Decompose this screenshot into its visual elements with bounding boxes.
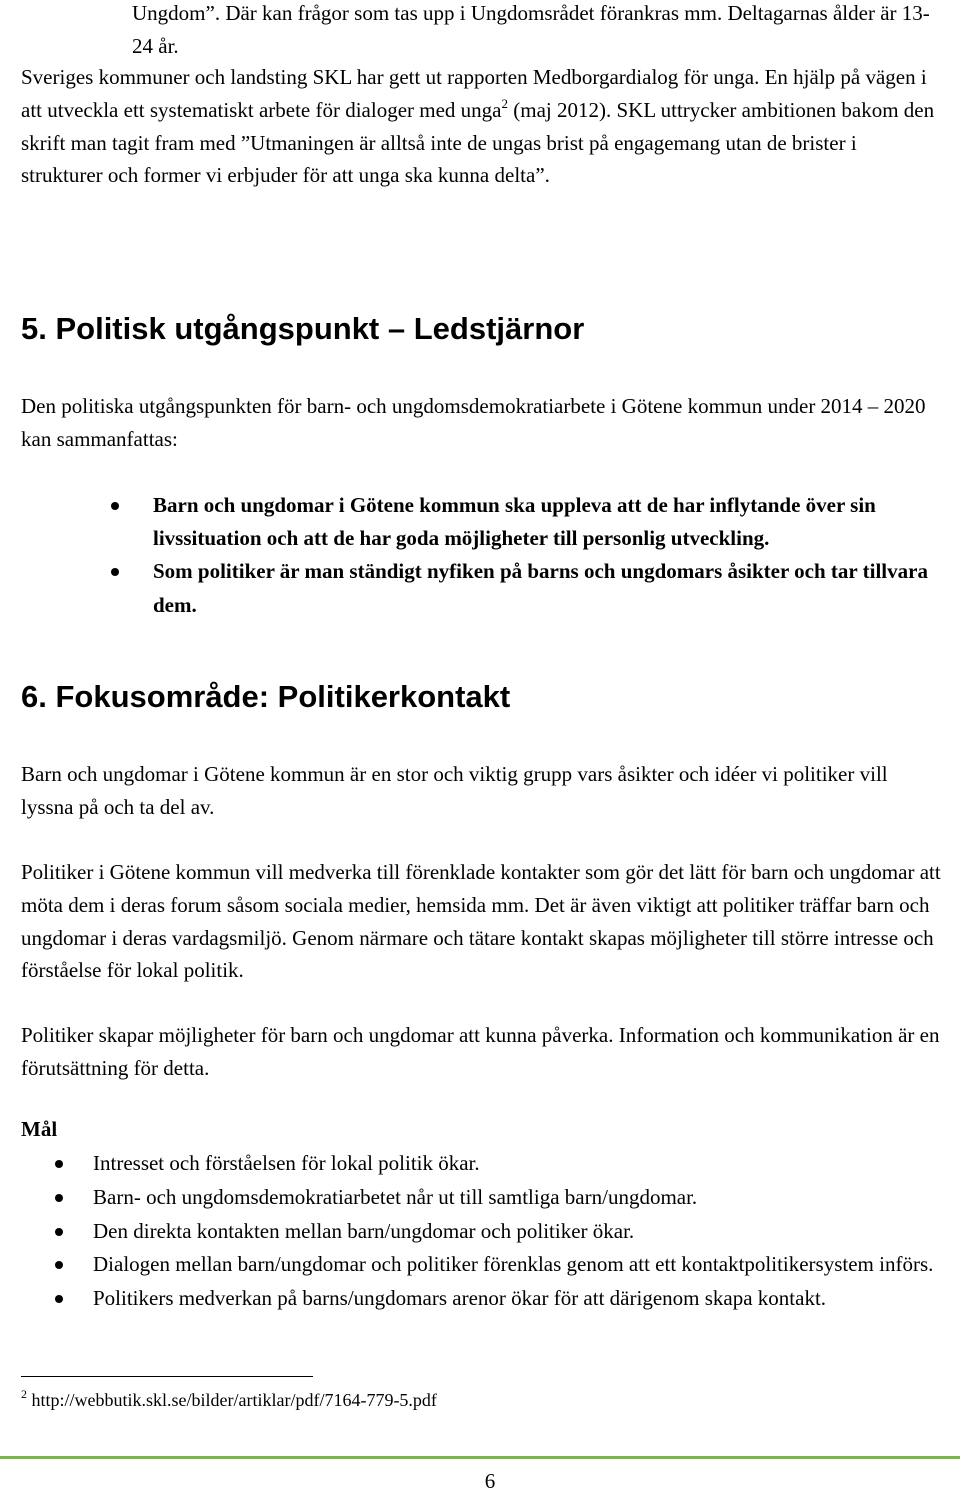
page-number: 6 [484, 1469, 496, 1493]
goals-list [93, 1147, 953, 1316]
section5-heading: 5. Politisk utgångspunkt – Ledstjärnor [21, 311, 585, 346]
footnote-link[interactable]: http://webbutik.skl.se/bilder/artiklar/pdf/7164-779-5.pdf [27, 1390, 437, 1410]
list-item: Barn och ungdomar i Götene kommun ska uppleva att de har inflytande över sin livssituation och att de har goda möjligheter till personlig utveckling. [153, 489, 953, 555]
bullet-icon [111, 568, 119, 576]
skl-paragraph-part1: Sveriges kommuner och landsting SKL har gett ut rapporten Medborgardialog för unga. En hjälp på vägen i att utveckla ett systematiskt arbete för dialoger med unga [21, 65, 927, 122]
section6-heading: 6. Fokusområde: Politikerkontakt [21, 679, 511, 714]
section5-bullet-list [153, 489, 953, 622]
skl-paragraph-part2: (maj 2012). SKL uttrycker ambitionen bakom den skrift man tagit fram med ”Utmaningen är alltså inte de ungas brist på engagemang utan de brister i strukturer och former vi erbjuder för att unga ska kunna delta”. [21, 97, 935, 188]
footer-rule [0, 1456, 960, 1459]
section6-paragraph-1: Barn och ungdomar i Götene kommun är en stor och viktig grupp vars åsikter och idéer vi politiker vill lyssna på och ta del av. [21, 762, 888, 819]
skl-paragraph [21, 61, 941, 192]
list-item: Politikers medverkan på barns/ungdomars arenor ökar för att därigenom skapa kontakt. [93, 1282, 953, 1316]
list-item: Dialogen mellan barn/ungdomar och politiker förenklas genom att ett kontaktpolitikersystem införs. [93, 1248, 953, 1282]
list-item: Intresset och förståelsen för lokal politik ökar. [93, 1147, 953, 1181]
bullet-icon [55, 1261, 63, 1269]
goals-heading: Mål [21, 1117, 58, 1141]
footnote-ref[interactable]: 2 [501, 95, 508, 111]
section6-paragraph-3: Politiker skapar möjligheter för barn och ungdomar att kunna påverka. Information och kommunikation är en förutsättning för detta. [21, 1023, 940, 1080]
footnote-divider [21, 1376, 313, 1377]
bullet-icon [111, 502, 119, 510]
footnote-number: 2 [21, 1387, 27, 1401]
bullet-icon [55, 1295, 63, 1303]
section5-intro: Den politiska utgångspunkten för barn- och ungdomsdemokratiarbete i Götene kommun under 2014 – 2020 kan sammanfattas: [21, 394, 926, 451]
intro-continuation: Ungdom”. Där kan frågor som tas upp i Ungdomsrådet förankras mm. Deltagarnas ålder är 13-24 år. [132, 1, 930, 58]
bullet-icon [55, 1160, 63, 1168]
list-item: Som politiker är man ständigt nyfiken på barns och ungdomars åsikter och tar tillvara dem. [153, 555, 953, 621]
list-item: Den direkta kontakten mellan barn/ungdomar och politiker ökar. [93, 1215, 953, 1249]
section6-paragraph-2: Politiker i Götene kommun vill medverka till förenklade kontakter som gör det lätt för barn och ungdomar att möta dem i deras forum såsom sociala medier, hemsida mm. Det är även viktigt att politiker träffar barn och ungdomar i deras vardagsmiljö. Genom närmare och tätare kontakt skapas möjligheter till större intresse och förståelse för lokal politik. [21, 860, 941, 983]
footnote [21, 1388, 437, 1412]
bullet-icon [55, 1228, 63, 1236]
bullet-icon [55, 1194, 63, 1202]
list-item: Barn- och ungdomsdemokratiarbetet når ut till samtliga barn/ungdomar. [93, 1181, 953, 1215]
